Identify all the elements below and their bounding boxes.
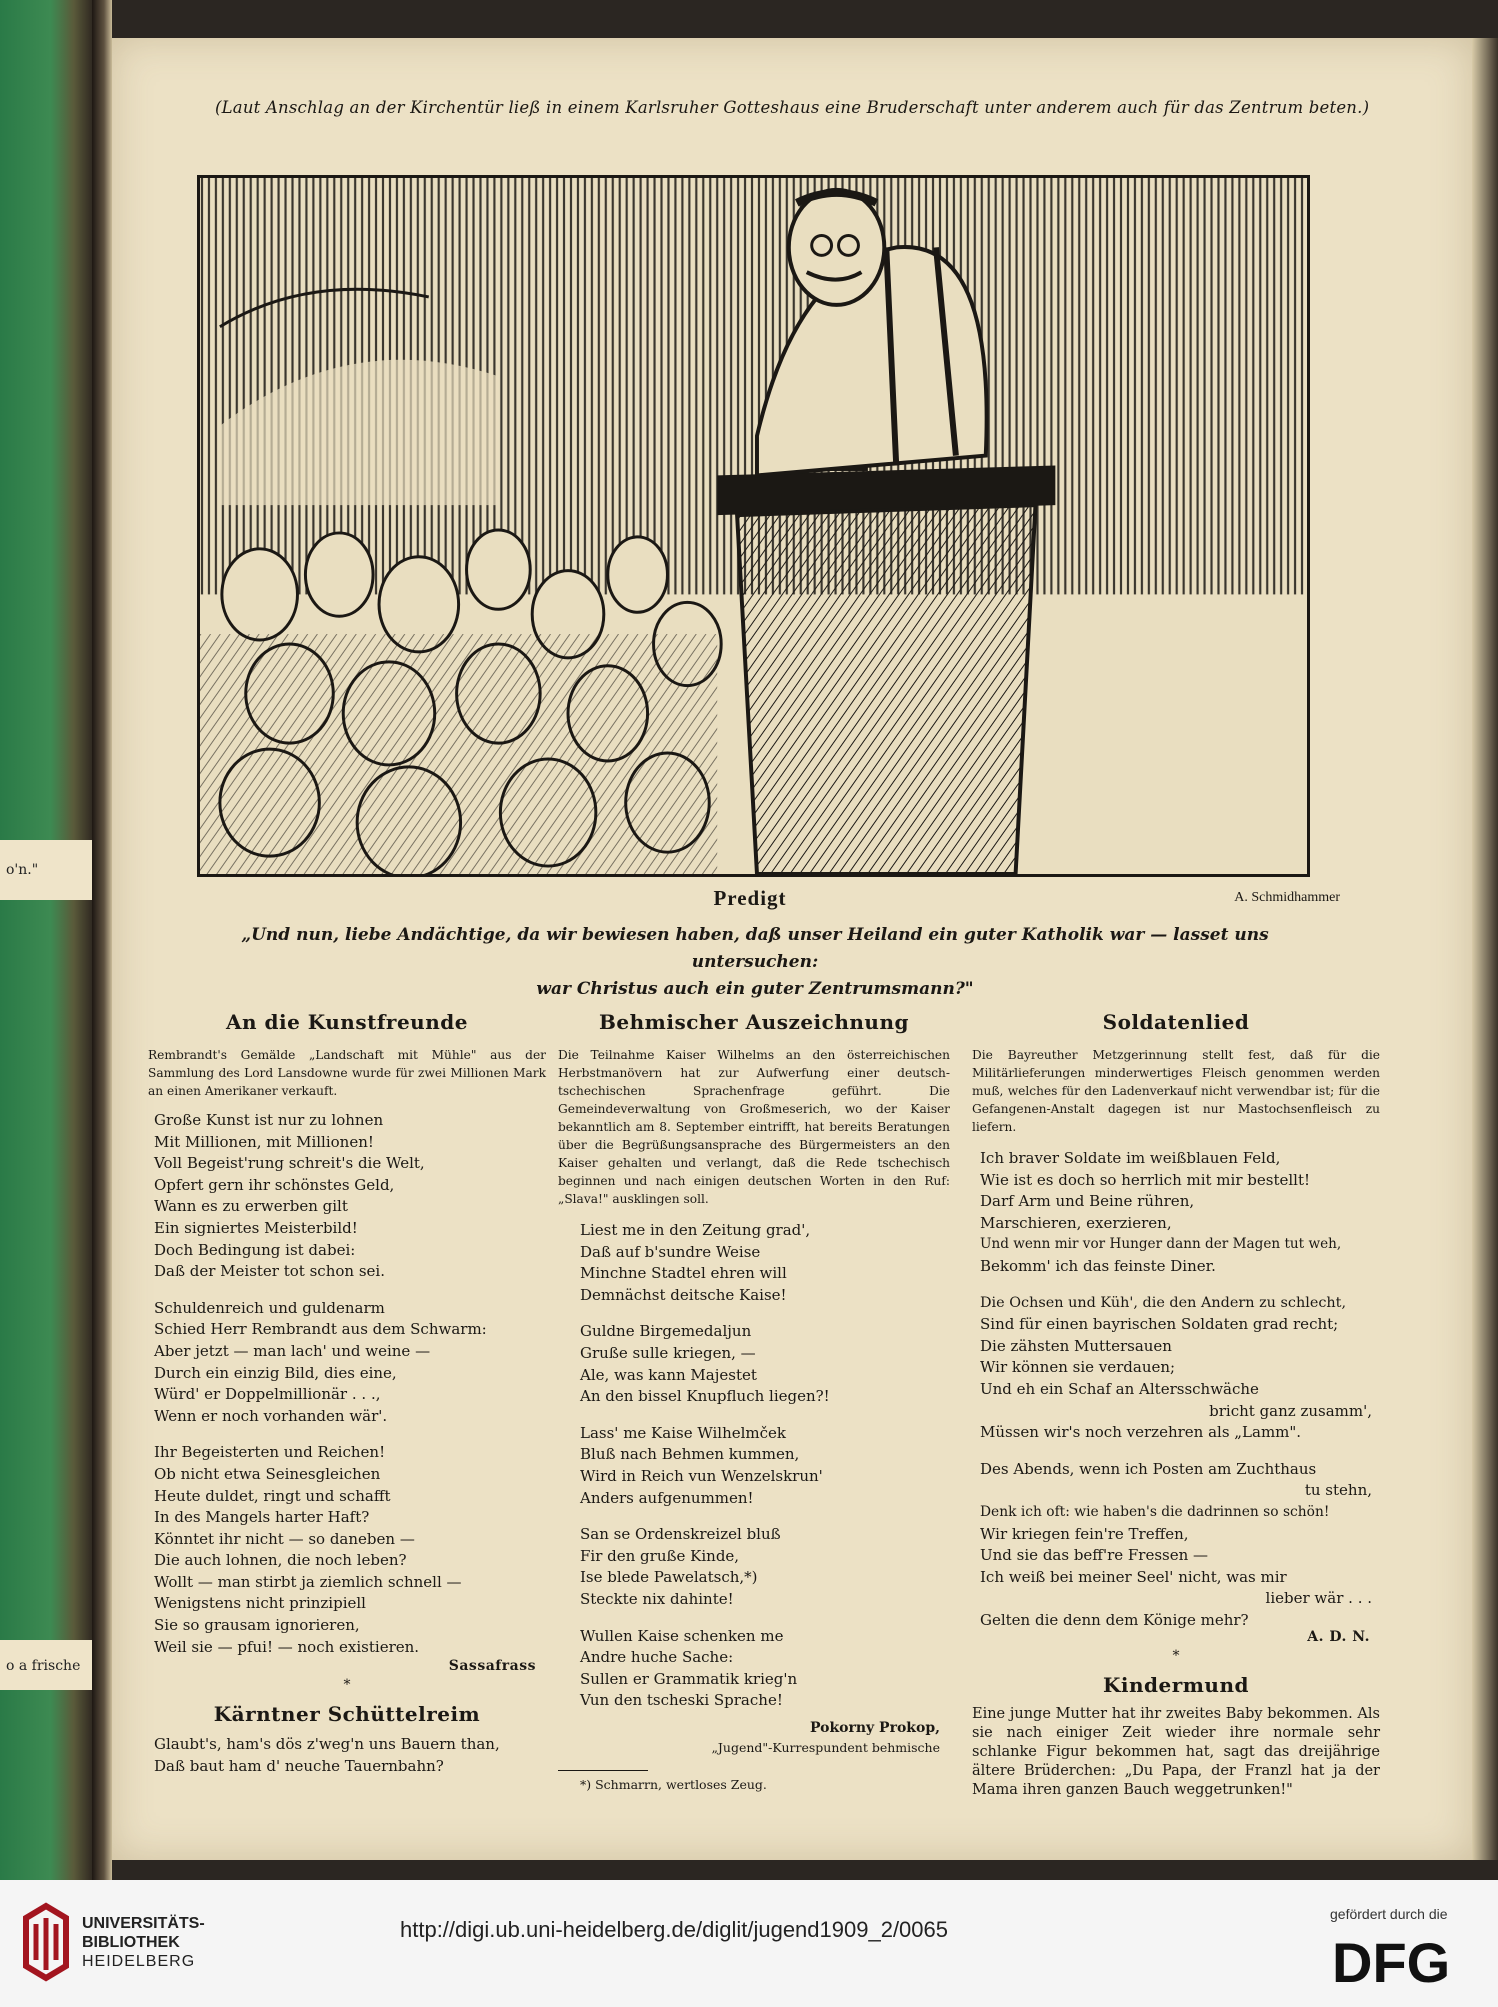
verse-line: Große Kunst ist nur zu lohnen	[154, 1111, 384, 1129]
verse-line: Des Abends, wenn ich Posten am Zuchthaus	[980, 1459, 1317, 1478]
verse-line: Daß auf b'sundre Weise	[580, 1242, 761, 1261]
poem-author: Sassafrass	[448, 1658, 536, 1675]
stanza	[980, 1148, 1380, 1278]
verse-line: Anders aufgenummen!	[580, 1488, 754, 1507]
verse-line: Opfert gern ihr schönstes Geld,	[154, 1175, 395, 1194]
verse-line: Ise blede Pawelatsch,*)	[580, 1568, 758, 1587]
verse-line: Heute duldet, ringt und schafft	[154, 1486, 391, 1505]
verse-line: Schied Herr Rembrandt aus dem Schwarm:	[154, 1320, 487, 1339]
verse-line: Doch Bedingung ist dabei:	[154, 1240, 356, 1259]
column-kunstfreunde	[148, 1010, 546, 1792]
verse-line: Sind für einen bayrischen Soldaten grad recht;	[980, 1315, 1339, 1334]
poem-intro: Die Bayreuther Metzgerinnung stellt fest, daß für die Militärlieferungen minderwertiges Fleisch genommen werden muß, welches für den Ladenverkauf nicht verwendbar ist; für die Gefangenen-Anstalt dagegen ist nur Mastochsenfleisch zu liefern.	[972, 1048, 1380, 1134]
verse-line: Ale, was kann Majestet	[580, 1365, 757, 1384]
verse-line: Wollt — man stirbt ja ziemlich schnell —	[154, 1572, 462, 1591]
verse-line: Wenigstens nicht prinzipiell	[154, 1594, 366, 1613]
section-divider: *	[1172, 1648, 1180, 1665]
poem-title: An die Kunstfreunde	[226, 1010, 468, 1034]
poem-author: A. D. N.	[1307, 1629, 1370, 1646]
verse-line: Ob nicht etwa Seinesgleichen	[154, 1464, 381, 1483]
verse-line: Marschieren, exerzieren,	[980, 1213, 1172, 1232]
sermon-drawing	[200, 178, 1307, 874]
verse-line: Wir kriegen fein're Treffen,	[980, 1524, 1189, 1543]
header-note: (Laut Anschlag an der Kirchentür ließ in einem Karlsruher Gotteshaus eine Bruderschaft unter anderem auch für das Zentrum beten.)	[215, 98, 1370, 117]
verse-line: Müssen wir's noch verzehren als „Lamm".	[980, 1423, 1302, 1442]
verse-line: Und eh ein Schaf an Altersschwäche	[980, 1379, 1259, 1398]
verse-line: Die Ochsen und Küh', die den Andern zu schlecht,	[980, 1294, 1347, 1311]
caption-line: „Und nun, liebe Andächtige, da wir bewiesen haben, daß unser Heiland ein guter Katholik war — lasset uns untersuchen:	[241, 925, 1269, 972]
verse-line: Aber jetzt — man lach' und weine —	[154, 1341, 431, 1360]
verse-line: Gelten die denn dem Könige mehr?	[980, 1610, 1249, 1629]
verse-line: Mit Millionen, mit Millionen!	[154, 1132, 374, 1151]
dfg-logo-text: DFG	[1332, 1932, 1451, 1990]
left-page-fragment: o'n."	[6, 862, 39, 878]
stanza	[154, 1298, 546, 1428]
verse-line: Sullen er Grammatik krieg'n	[580, 1669, 798, 1688]
verse-line: Wann es zu erwerben gilt	[154, 1197, 348, 1216]
poem-signature: Pokorny Prokop,	[809, 1719, 940, 1736]
section-divider: *	[343, 1677, 351, 1694]
verse-line: Ich weiß bei meiner Seel' nicht, was mir	[980, 1567, 1287, 1586]
funding-label: gefördert durch die	[1330, 1906, 1448, 1922]
stanza	[980, 1459, 1380, 1632]
column-soldatenlied	[972, 1010, 1380, 1800]
stanza	[980, 1293, 1380, 1444]
poem-title: Behmischer Auszeichnung	[599, 1010, 909, 1034]
verse-line: Wie ist es doch so herrlich mit mir bestellt!	[980, 1170, 1310, 1189]
left-page-edge	[0, 0, 92, 1880]
verse-line: Und sie das beff're Fressen —	[980, 1546, 1209, 1565]
book-gutter	[92, 0, 112, 1880]
verse-line: Ich braver Soldate im weißblauen Feld,	[980, 1149, 1281, 1167]
illustration-title: Predigt	[713, 886, 787, 910]
poem-signature-note: „Jugend"-Kurrespundent behmische	[711, 1739, 940, 1755]
library-name	[82, 1914, 205, 1971]
congregation-shading	[200, 634, 717, 874]
stanza	[580, 1423, 950, 1509]
verse-line: Darf Arm und Beine rühren,	[980, 1192, 1195, 1211]
verse-line: Bluß nach Behmen kummen,	[580, 1445, 800, 1464]
verse-line: Würd' er Doppelmillionär . . .,	[154, 1385, 381, 1404]
verse-line: Ein signiertes Meisterbild!	[154, 1218, 358, 1237]
verse-line: Schuldenreich und guldenarm	[154, 1298, 385, 1317]
illustration-caption	[185, 922, 1325, 1003]
dfg-logo-icon	[1332, 1932, 1472, 1990]
verse-line: Andre huche Sache:	[580, 1648, 734, 1667]
poem-intro: Die Teilnahme Kaiser Wilhelms an den österreichischen Herbstmanövern hat zur Aufwerfung einer deutsch-tschechischen Sprachenfrage geführt. Die Gemeindeverwaltung von Großmeserich, wo der Kaiser bekanntlich am 8. September eintrifft, hat bereits Beratungen über die Begrüßungsansprache des Bürgermeisters an den Kaiser gehalten und verlangt, daß die Rede tschechisch beginnen und nach einigen deutschen Worten in den Ruf: „Slava!" ausklingen soll.	[558, 1048, 950, 1206]
verse-line: tu stehn,	[1304, 1481, 1372, 1500]
verse-line: Wenn er noch vorhanden wär'.	[154, 1406, 388, 1425]
column-behmischer	[558, 1010, 950, 1792]
illustration-artist: A. Schmidhammer	[1234, 890, 1340, 905]
anecdote-text: Eine junge Mutter hat ihr zweites Baby bekommen. Als sie nach einiger Zeit wieder ihre normale sehr schlanke Figur bekommen hat, sagt das dreijährige ältere Brüderchen: „Du Papa, der Franzl hat ja der Mama ihren ganzen Bauch weggetrunken!"	[972, 1706, 1380, 1799]
verse-line: Wird in Reich vun Wenzelskrun'	[580, 1466, 823, 1485]
verse-line: Glaubt's, ham's dös z'weg'n uns Bauern than,	[154, 1735, 500, 1754]
verse-line: Daß der Meister tot schon sei.	[154, 1262, 385, 1281]
poem-title: Soldatenlied	[1102, 1010, 1250, 1034]
stanza	[580, 1321, 950, 1407]
verse-line: Und wenn mir vor Hunger dann der Magen tut weh,	[980, 1236, 1342, 1253]
verse-line: Daß baut ham d' neuche Tauernbahn?	[154, 1756, 444, 1775]
poem-title: Kärntner Schüttelreim	[213, 1702, 481, 1727]
stanza	[154, 1110, 546, 1283]
verse-line: Denk ich oft: wie haben's die dadrinnen so schön!	[980, 1503, 1330, 1520]
anecdote-title: Kindermund	[1103, 1673, 1249, 1698]
verse-line: Guldne Birgemedaljun	[580, 1322, 752, 1341]
verse-line: Ihr Begeisterten und Reichen!	[154, 1443, 386, 1462]
library-name-line: HEIDELBERG	[82, 1953, 196, 1970]
verse-line: Weil sie — pfui! — noch existieren.	[154, 1637, 420, 1656]
verse-line: Könntet ihr nicht — so daneben —	[154, 1529, 415, 1548]
verse-line: Lass' me Kaise Wilhelmček	[580, 1423, 787, 1442]
stanza	[154, 1442, 546, 1658]
verse-line: Bekomm' ich das feinste Diner.	[980, 1256, 1216, 1275]
verse-line: Sie so grausam ignorieren,	[154, 1616, 360, 1635]
verse-line: Vun den tscheski Sprache!	[580, 1691, 783, 1710]
footnote: *) Schmarrn, wertloses Zeug.	[580, 1776, 767, 1792]
verse-line: bricht ganz zusamm',	[1209, 1401, 1372, 1420]
verse-line: Liest me in den Zeitung grad',	[580, 1221, 811, 1239]
library-name-line: UNIVERSITÄTS-	[82, 1915, 205, 1932]
verse-line: In des Mangels harter Haft?	[154, 1508, 370, 1527]
library-footer	[0, 1880, 1498, 2007]
left-page-fragment: o a frische	[6, 1658, 81, 1674]
verse-line: Demnächst deitsche Kaise!	[580, 1285, 787, 1304]
stanza	[580, 1626, 950, 1712]
verse-line: Die auch lohnen, die noch leben?	[154, 1551, 407, 1570]
stanza	[154, 1734, 546, 1777]
pulpit	[717, 444, 1055, 874]
library-name-line: BIBLIOTHEK	[82, 1934, 180, 1951]
verse-line: An den bissel Knupfluch liegen?!	[580, 1387, 830, 1406]
verse-line: Steckte nix dahinte!	[580, 1589, 734, 1608]
footnote-rule	[558, 1770, 648, 1771]
verse-line: Voll Begeist'rung schreit's die Welt,	[154, 1154, 425, 1173]
caption-line: war Christus auch ein guter Zentrumsmann?"	[536, 979, 974, 999]
stanza	[580, 1524, 950, 1610]
verse-line: Fir den gruße Kinde,	[580, 1546, 740, 1565]
verse-line: Gruße sulle kriegen, —	[580, 1343, 756, 1362]
verse-line: San se Ordenskreizel bluß	[580, 1525, 781, 1544]
verse-line: Minchne Stadtel ehren will	[580, 1264, 787, 1283]
verse-line: lieber wär . . .	[1265, 1589, 1372, 1608]
verse-line: Wir können sie verdauen;	[980, 1358, 1176, 1377]
sermon-illustration	[197, 175, 1310, 877]
ub-heidelberg-logo-icon	[18, 1902, 74, 1982]
page-edge	[1472, 38, 1498, 1860]
source-url-link[interactable]: http://digi.ub.uni-heidelberg.de/diglit/jugend1909_2/0065	[400, 1917, 948, 1942]
verse-line: Wullen Kaise schenken me	[580, 1626, 784, 1645]
stanza	[580, 1220, 950, 1306]
verse-line: Die zähsten Muttersauen	[980, 1336, 1172, 1355]
poem-intro: Rembrandt's Gemälde „Landschaft mit Mühle" aus der Sammlung des Lord Lansdowne wurde für zwei Millionen Mark an einen Amerikaner verkauft.	[148, 1048, 546, 1098]
verse-line: Durch ein einzig Bild, dies eine,	[154, 1363, 397, 1382]
